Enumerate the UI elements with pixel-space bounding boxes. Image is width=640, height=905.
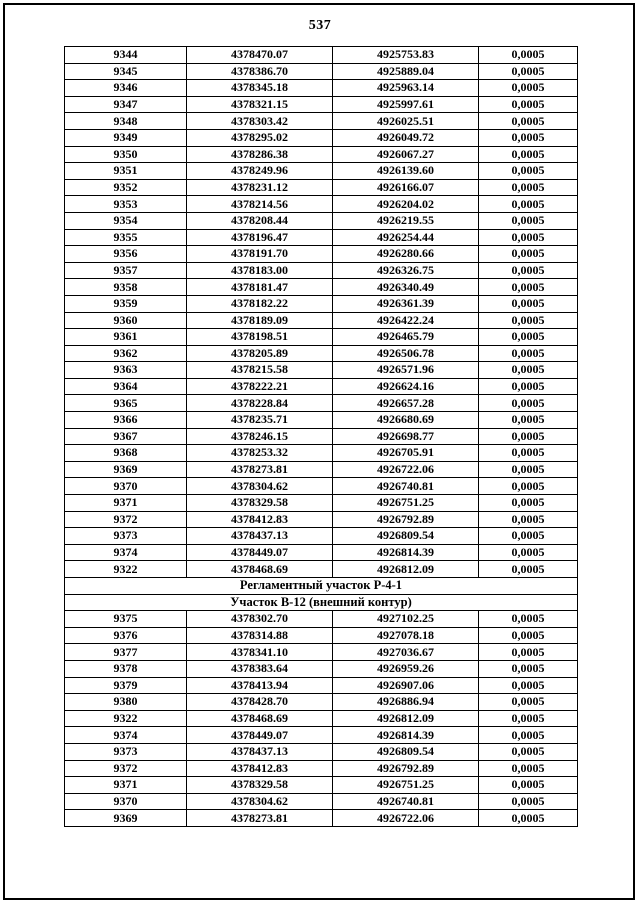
point-number-cell: 9374 — [65, 727, 187, 744]
precision-cell: 0,0005 — [479, 810, 578, 827]
x-coordinate-cell: 4378208.44 — [187, 212, 333, 229]
point-number-cell: 9359 — [65, 295, 187, 312]
x-coordinate-cell: 4378205.89 — [187, 345, 333, 362]
y-coordinate-cell: 4926907.06 — [333, 677, 479, 694]
point-number-cell: 9348 — [65, 113, 187, 130]
section-header: Участок В-12 (внешний контур) — [65, 594, 578, 611]
table-row — [65, 644, 578, 661]
page-number: 537 — [308, 18, 332, 33]
point-number-cell: 9371 — [65, 495, 187, 512]
point-number-cell: 9363 — [65, 362, 187, 379]
table-row — [65, 611, 578, 628]
y-coordinate-cell: 4926624.16 — [333, 378, 479, 395]
y-coordinate-cell: 4925753.83 — [333, 47, 479, 64]
table-row — [65, 793, 578, 810]
y-coordinate-cell: 4926705.91 — [333, 445, 479, 462]
y-coordinate-cell: 4926740.81 — [333, 478, 479, 495]
precision-cell: 0,0005 — [479, 196, 578, 213]
y-coordinate-cell: 4926025.51 — [333, 113, 479, 130]
precision-cell: 0,0005 — [479, 279, 578, 296]
table-row — [65, 262, 578, 279]
y-coordinate-cell: 4926571.96 — [333, 362, 479, 379]
table-row — [65, 378, 578, 395]
table-row — [65, 163, 578, 180]
y-coordinate-cell: 4926792.89 — [333, 760, 479, 777]
precision-cell: 0,0005 — [479, 478, 578, 495]
y-coordinate-cell: 4926722.06 — [333, 461, 479, 478]
table-row — [65, 129, 578, 146]
y-coordinate-cell: 4926049.72 — [333, 129, 479, 146]
y-coordinate-cell: 4926219.55 — [333, 212, 479, 229]
y-coordinate-cell: 4926792.89 — [333, 511, 479, 528]
precision-cell: 0,0005 — [479, 262, 578, 279]
coordinates-table-body — [65, 47, 578, 827]
precision-cell: 0,0005 — [479, 96, 578, 113]
point-number-cell: 9370 — [65, 478, 187, 495]
precision-cell: 0,0005 — [479, 246, 578, 263]
x-coordinate-cell: 4378215.58 — [187, 362, 333, 379]
x-coordinate-cell: 4378182.22 — [187, 295, 333, 312]
precision-cell: 0,0005 — [479, 710, 578, 727]
point-number-cell: 9370 — [65, 793, 187, 810]
y-coordinate-cell: 4926166.07 — [333, 179, 479, 196]
point-number-cell: 9322 — [65, 710, 187, 727]
y-coordinate-cell: 4926204.02 — [333, 196, 479, 213]
precision-cell: 0,0005 — [479, 677, 578, 694]
x-coordinate-cell: 4378286.38 — [187, 146, 333, 163]
point-number-cell: 9369 — [65, 461, 187, 478]
y-coordinate-cell: 4926506.78 — [333, 345, 479, 362]
x-coordinate-cell: 4378189.09 — [187, 312, 333, 329]
table-row — [65, 627, 578, 644]
x-coordinate-cell: 4378321.15 — [187, 96, 333, 113]
y-coordinate-cell: 4926698.77 — [333, 428, 479, 445]
point-number-cell: 9372 — [65, 760, 187, 777]
precision-cell: 0,0005 — [479, 445, 578, 462]
precision-cell: 0,0005 — [479, 378, 578, 395]
coordinates-table — [64, 46, 578, 827]
x-coordinate-cell: 4378303.42 — [187, 113, 333, 130]
table-row — [65, 777, 578, 794]
table-row — [65, 312, 578, 329]
y-coordinate-cell: 4926422.24 — [333, 312, 479, 329]
point-number-cell: 9365 — [65, 395, 187, 412]
point-number-cell: 9373 — [65, 743, 187, 760]
table-row — [65, 561, 578, 578]
x-coordinate-cell: 4378253.32 — [187, 445, 333, 462]
y-coordinate-cell: 4926740.81 — [333, 793, 479, 810]
x-coordinate-cell: 4378437.13 — [187, 743, 333, 760]
x-coordinate-cell: 4378468.69 — [187, 710, 333, 727]
y-coordinate-cell: 4926361.39 — [333, 295, 479, 312]
x-coordinate-cell: 4378249.96 — [187, 163, 333, 180]
table-row — [65, 47, 578, 64]
table-row — [65, 113, 578, 130]
precision-cell: 0,0005 — [479, 179, 578, 196]
point-number-cell: 9379 — [65, 677, 187, 694]
y-coordinate-cell: 4926751.25 — [333, 777, 479, 794]
precision-cell: 0,0005 — [479, 163, 578, 180]
precision-cell: 0,0005 — [479, 544, 578, 561]
x-coordinate-cell: 4378329.58 — [187, 495, 333, 512]
table-row — [65, 710, 578, 727]
y-coordinate-cell: 4926254.44 — [333, 229, 479, 246]
y-coordinate-cell: 4927036.67 — [333, 644, 479, 661]
x-coordinate-cell: 4378304.62 — [187, 793, 333, 810]
precision-cell: 0,0005 — [479, 611, 578, 628]
x-coordinate-cell: 4378198.51 — [187, 329, 333, 346]
table-row — [65, 727, 578, 744]
x-coordinate-cell: 4378413.94 — [187, 677, 333, 694]
table-row — [65, 279, 578, 296]
y-coordinate-cell: 4926809.54 — [333, 743, 479, 760]
x-coordinate-cell: 4378437.13 — [187, 528, 333, 545]
y-coordinate-cell: 4926465.79 — [333, 329, 479, 346]
y-coordinate-cell: 4926812.09 — [333, 561, 479, 578]
y-coordinate-cell: 4926814.39 — [333, 727, 479, 744]
point-number-cell: 9373 — [65, 528, 187, 545]
x-coordinate-cell: 4378449.07 — [187, 727, 333, 744]
point-number-cell: 9353 — [65, 196, 187, 213]
precision-cell: 0,0005 — [479, 129, 578, 146]
table-row — [65, 412, 578, 429]
x-coordinate-cell: 4378314.88 — [187, 627, 333, 644]
y-coordinate-cell: 4926326.75 — [333, 262, 479, 279]
precision-cell: 0,0005 — [479, 727, 578, 744]
precision-cell: 0,0005 — [479, 212, 578, 229]
x-coordinate-cell: 4378273.81 — [187, 810, 333, 827]
table-row — [65, 362, 578, 379]
y-coordinate-cell: 4926280.66 — [333, 246, 479, 263]
x-coordinate-cell: 4378428.70 — [187, 694, 333, 711]
table-row — [65, 212, 578, 229]
point-number-cell: 9380 — [65, 694, 187, 711]
point-number-cell: 9358 — [65, 279, 187, 296]
point-number-cell: 9369 — [65, 810, 187, 827]
point-number-cell: 9371 — [65, 777, 187, 794]
precision-cell: 0,0005 — [479, 694, 578, 711]
table-row — [65, 660, 578, 677]
point-number-cell: 9351 — [65, 163, 187, 180]
precision-cell: 0,0005 — [479, 295, 578, 312]
y-coordinate-cell: 4926340.49 — [333, 279, 479, 296]
point-number-cell: 9361 — [65, 329, 187, 346]
precision-cell: 0,0005 — [479, 329, 578, 346]
x-coordinate-cell: 4378341.10 — [187, 644, 333, 661]
x-coordinate-cell: 4378412.83 — [187, 511, 333, 528]
precision-cell: 0,0005 — [479, 660, 578, 677]
point-number-cell: 9362 — [65, 345, 187, 362]
precision-cell: 0,0005 — [479, 760, 578, 777]
precision-cell: 0,0005 — [479, 561, 578, 578]
y-coordinate-cell: 4926886.94 — [333, 694, 479, 711]
x-coordinate-cell: 4378214.56 — [187, 196, 333, 213]
table-row — [65, 229, 578, 246]
point-number-cell: 9375 — [65, 611, 187, 628]
x-coordinate-cell: 4378235.71 — [187, 412, 333, 429]
precision-cell: 0,0005 — [479, 63, 578, 80]
point-number-cell: 9354 — [65, 212, 187, 229]
point-number-cell: 9368 — [65, 445, 187, 462]
precision-cell: 0,0005 — [479, 47, 578, 64]
table-row — [65, 345, 578, 362]
table-row — [65, 760, 578, 777]
table-row — [65, 495, 578, 512]
precision-cell: 0,0005 — [479, 511, 578, 528]
point-number-cell: 9352 — [65, 179, 187, 196]
precision-cell: 0,0005 — [479, 644, 578, 661]
y-coordinate-cell: 4925997.61 — [333, 96, 479, 113]
y-coordinate-cell: 4926809.54 — [333, 528, 479, 545]
precision-cell: 0,0005 — [479, 793, 578, 810]
point-number-cell: 9366 — [65, 412, 187, 429]
y-coordinate-cell: 4925889.04 — [333, 63, 479, 80]
point-number-cell: 9322 — [65, 561, 187, 578]
x-coordinate-cell: 4378470.07 — [187, 47, 333, 64]
x-coordinate-cell: 4378345.18 — [187, 80, 333, 97]
table-row — [65, 246, 578, 263]
table-row — [65, 329, 578, 346]
precision-cell: 0,0005 — [479, 528, 578, 545]
table-row — [65, 694, 578, 711]
point-number-cell: 9347 — [65, 96, 187, 113]
table-row — [65, 295, 578, 312]
x-coordinate-cell: 4378191.70 — [187, 246, 333, 263]
point-number-cell: 9372 — [65, 511, 187, 528]
table-row — [65, 428, 578, 445]
point-number-cell: 9346 — [65, 80, 187, 97]
y-coordinate-cell: 4927102.25 — [333, 611, 479, 628]
precision-cell: 0,0005 — [479, 362, 578, 379]
y-coordinate-cell: 4927078.18 — [333, 627, 479, 644]
precision-cell: 0,0005 — [479, 743, 578, 760]
table-row — [65, 395, 578, 412]
point-number-cell: 9349 — [65, 129, 187, 146]
point-number-cell: 9374 — [65, 544, 187, 561]
section-header-row — [65, 594, 578, 611]
precision-cell: 0,0005 — [479, 113, 578, 130]
table-row — [65, 179, 578, 196]
x-coordinate-cell: 4378304.62 — [187, 478, 333, 495]
point-number-cell: 9350 — [65, 146, 187, 163]
x-coordinate-cell: 4378468.69 — [187, 561, 333, 578]
y-coordinate-cell: 4926139.60 — [333, 163, 479, 180]
x-coordinate-cell: 4378329.58 — [187, 777, 333, 794]
x-coordinate-cell: 4378302.70 — [187, 611, 333, 628]
y-coordinate-cell: 4926657.28 — [333, 395, 479, 412]
point-number-cell: 9376 — [65, 627, 187, 644]
point-number-cell: 9356 — [65, 246, 187, 263]
precision-cell: 0,0005 — [479, 312, 578, 329]
precision-cell: 0,0005 — [479, 627, 578, 644]
table-row — [65, 445, 578, 462]
table-row — [65, 810, 578, 827]
precision-cell: 0,0005 — [479, 461, 578, 478]
table-row — [65, 478, 578, 495]
point-number-cell: 9367 — [65, 428, 187, 445]
precision-cell: 0,0005 — [479, 395, 578, 412]
point-number-cell: 9378 — [65, 660, 187, 677]
table-row — [65, 80, 578, 97]
x-coordinate-cell: 4378228.84 — [187, 395, 333, 412]
precision-cell: 0,0005 — [479, 229, 578, 246]
x-coordinate-cell: 4378383.64 — [187, 660, 333, 677]
section-header: Регламентный участок Р-4-1 — [65, 578, 578, 595]
y-coordinate-cell: 4926680.69 — [333, 412, 479, 429]
precision-cell: 0,0005 — [479, 345, 578, 362]
precision-cell: 0,0005 — [479, 412, 578, 429]
point-number-cell: 9364 — [65, 378, 187, 395]
x-coordinate-cell: 4378273.81 — [187, 461, 333, 478]
x-coordinate-cell: 4378231.12 — [187, 179, 333, 196]
y-coordinate-cell: 4926067.27 — [333, 146, 479, 163]
x-coordinate-cell: 4378386.70 — [187, 63, 333, 80]
table-row — [65, 96, 578, 113]
table-row — [65, 146, 578, 163]
x-coordinate-cell: 4378222.21 — [187, 378, 333, 395]
x-coordinate-cell: 4378196.47 — [187, 229, 333, 246]
precision-cell: 0,0005 — [479, 495, 578, 512]
table-row — [65, 196, 578, 213]
y-coordinate-cell: 4926812.09 — [333, 710, 479, 727]
x-coordinate-cell: 4378412.83 — [187, 760, 333, 777]
x-coordinate-cell: 4378181.47 — [187, 279, 333, 296]
table-row — [65, 63, 578, 80]
y-coordinate-cell: 4926751.25 — [333, 495, 479, 512]
y-coordinate-cell: 4925963.14 — [333, 80, 479, 97]
section-header-row — [65, 578, 578, 595]
y-coordinate-cell: 4926959.26 — [333, 660, 479, 677]
point-number-cell: 9355 — [65, 229, 187, 246]
point-number-cell: 9377 — [65, 644, 187, 661]
point-number-cell: 9345 — [65, 63, 187, 80]
x-coordinate-cell: 4378183.00 — [187, 262, 333, 279]
x-coordinate-cell: 4378246.15 — [187, 428, 333, 445]
y-coordinate-cell: 4926814.39 — [333, 544, 479, 561]
table-row — [65, 743, 578, 760]
point-number-cell: 9357 — [65, 262, 187, 279]
precision-cell: 0,0005 — [479, 80, 578, 97]
precision-cell: 0,0005 — [479, 777, 578, 794]
x-coordinate-cell: 4378449.07 — [187, 544, 333, 561]
table-row — [65, 511, 578, 528]
table-row — [65, 677, 578, 694]
point-number-cell: 9360 — [65, 312, 187, 329]
table-row — [65, 461, 578, 478]
y-coordinate-cell: 4926722.06 — [333, 810, 479, 827]
x-coordinate-cell: 4378295.02 — [187, 129, 333, 146]
table-row — [65, 544, 578, 561]
precision-cell: 0,0005 — [479, 428, 578, 445]
precision-cell: 0,0005 — [479, 146, 578, 163]
table-row — [65, 528, 578, 545]
point-number-cell: 9344 — [65, 47, 187, 64]
